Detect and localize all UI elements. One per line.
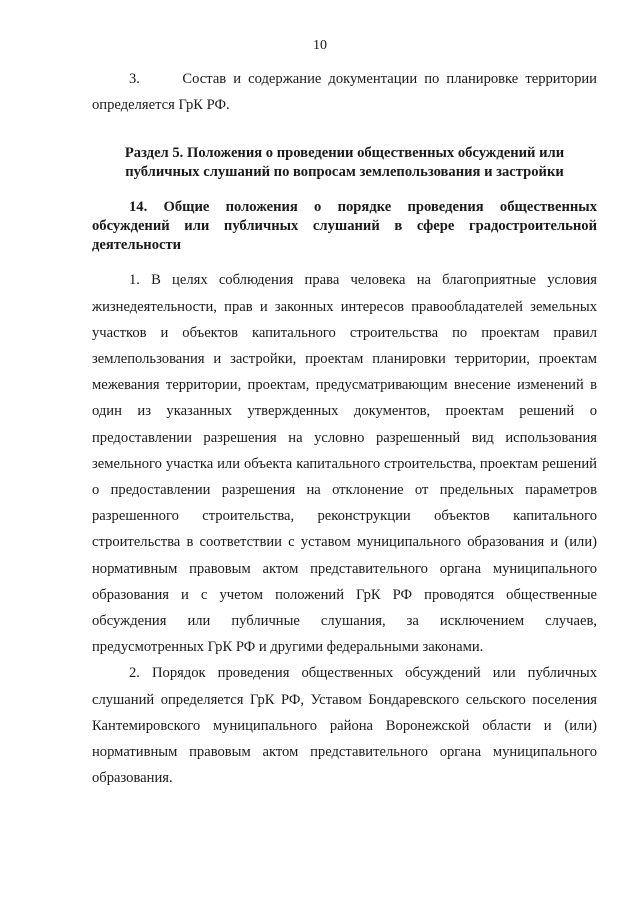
body-paragraph-2: 2. Порядок проведения общественных обсуждений или публичных слушаний определяется ГрК РФ, Уставом Бондаревского сельского поселения Кантемировского муниципального района Воронежской области и (или) нормативным правовым актом представительного органа муниципального образования. <box>92 665 597 787</box>
page-number: 10 <box>313 38 327 53</box>
intro-paragraph: 3. Состав и содержание документации по планировке территории определяется ГрК РФ. <box>92 71 597 114</box>
body-paragraph-1: 1. В целях соблюдения права человека на благоприятные условия жизнедеятельности, прав и законных интересов правообладателей земельных участков и объектов капитального строительства по проектам правил землепользования и застройки, проектам планировки территории, проектам межевания территории, проектам, предусматривающим внесение изменений в один из указанных утвержденных документов, проектам решений о предоставлении разрешения на условно разрешенный вид использования земельного участка или объекта капитального строительства, проектам решений о предоставлении разрешения на отклонение от предельных параметров разрешенного строительства, реконструкции объектов капитального строительства в соответствии с уставом муниципального образования и (или) нормативным правовым актом представительного органа муниципального образования и с учетом положений ГрК РФ проводятся общественные обсуждения или публичные слушания, за исключением случаев, предусмотренных ГрК РФ и другими федеральными законами. <box>92 272 597 656</box>
article-title: 14. Общие положения о порядке проведения общественных обсуждений или публичных слушаний в сфере градостроительной деятельности <box>92 199 597 254</box>
page-content <box>92 66 597 791</box>
section-title: Раздел 5. Положения о проведении общественных обсуждений или публичных слушаний по вопросам землепользования и застройки <box>124 145 565 181</box>
